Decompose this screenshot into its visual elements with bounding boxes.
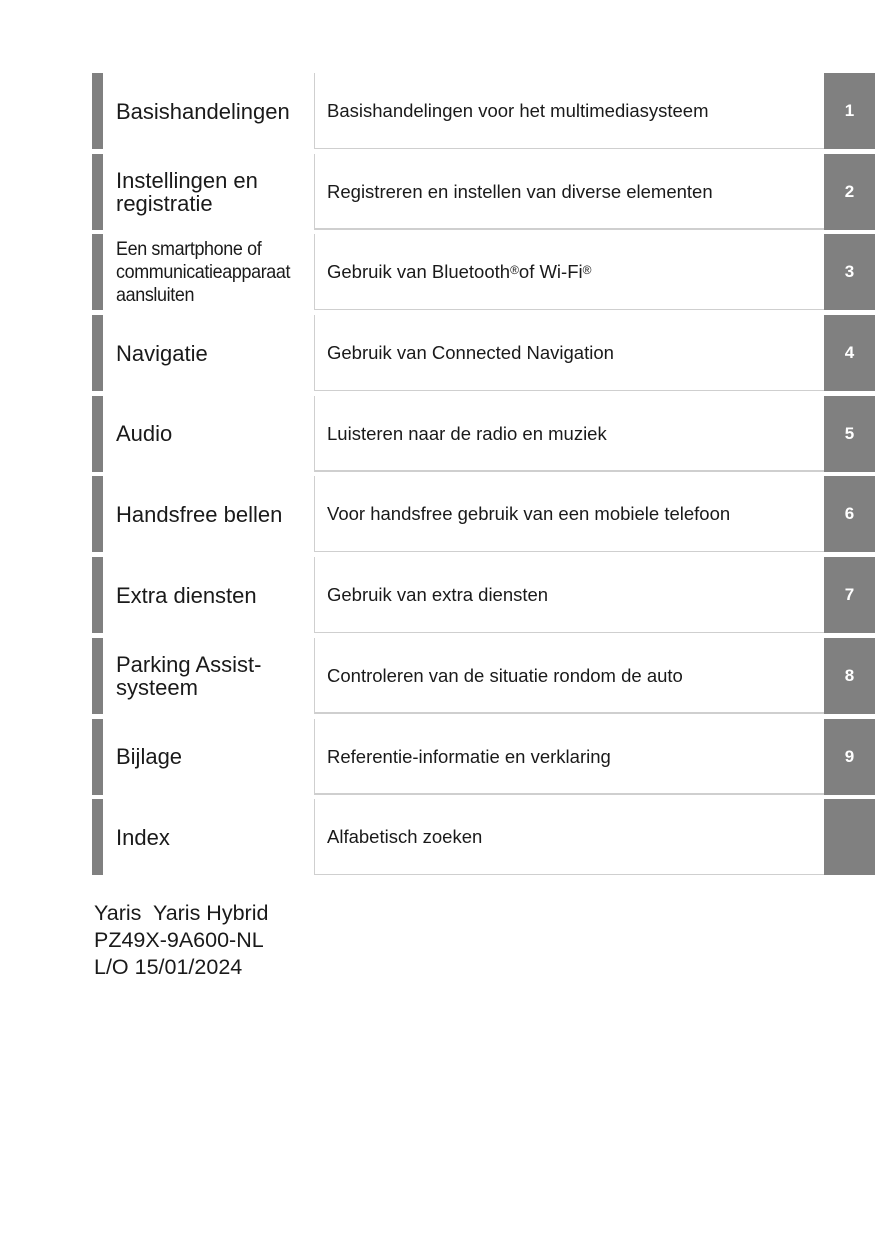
chapter-marker-bar bbox=[92, 396, 103, 472]
row-underline bbox=[314, 632, 824, 634]
toc-row-extra-diensten[interactable] bbox=[92, 557, 875, 633]
divider bbox=[314, 476, 315, 552]
chapter-tab[interactable]: 3 bbox=[824, 234, 875, 310]
chapter-description: Gebruik van Connected Navigation bbox=[327, 342, 614, 364]
chapter-marker-bar bbox=[92, 154, 103, 230]
chapter-tab[interactable]: 5 bbox=[824, 396, 875, 472]
chapter-tab[interactable]: 1 bbox=[824, 73, 875, 149]
row-underline bbox=[314, 309, 824, 311]
chapter-title: Handsfree bellen bbox=[116, 501, 283, 527]
chapter-title: Parking Assist-systeem bbox=[116, 651, 262, 700]
chapter-marker-bar bbox=[92, 315, 103, 391]
divider bbox=[314, 719, 315, 795]
chapter-marker-bar bbox=[92, 476, 103, 552]
row-underline bbox=[314, 551, 824, 553]
toc-row-instellingen[interactable] bbox=[92, 154, 875, 230]
toc-row-parking-assist[interactable] bbox=[92, 638, 875, 714]
chapter-marker-bar bbox=[92, 557, 103, 633]
divider bbox=[314, 638, 315, 714]
chapter-tab[interactable]: 7 bbox=[824, 557, 875, 633]
toc-row-basishandelingen[interactable] bbox=[92, 73, 875, 149]
chapter-tab[interactable] bbox=[824, 799, 875, 875]
chapter-description: Basishandelingen voor het multimediasysteem bbox=[327, 100, 709, 121]
divider bbox=[314, 557, 315, 633]
chapter-description: Voor handsfree gebruik van een mobiele telefoon bbox=[327, 503, 731, 525]
description-text: Gebruik van Bluetooth bbox=[327, 261, 511, 283]
document-date: L/O 15/01/2024 bbox=[94, 955, 243, 979]
row-underline bbox=[314, 712, 824, 714]
divider bbox=[314, 396, 315, 472]
row-underline bbox=[314, 390, 824, 392]
toc-row-bijlage[interactable] bbox=[92, 719, 875, 795]
chapter-title: Een smartphone of communicatieapparaat aansluiten bbox=[116, 237, 291, 306]
chapter-marker-bar bbox=[92, 638, 103, 714]
chapter-marker-bar bbox=[92, 234, 103, 310]
toc-row-handsfree[interactable] bbox=[92, 476, 875, 552]
chapter-title: Basishandelingen bbox=[116, 98, 290, 124]
divider bbox=[314, 799, 315, 875]
chapter-title: Index bbox=[116, 824, 170, 850]
chapter-description: Referentie-informatie en verklaring bbox=[327, 745, 611, 767]
divider bbox=[314, 154, 315, 230]
toc-row-index[interactable] bbox=[92, 799, 875, 875]
chapter-marker-bar bbox=[92, 73, 103, 149]
model-name: Yaris Yaris Hybrid bbox=[94, 901, 269, 925]
divider bbox=[314, 234, 315, 310]
description-text: of Wi-Fi bbox=[518, 261, 583, 283]
chapter-title: Extra diensten bbox=[116, 582, 257, 608]
divider bbox=[314, 73, 315, 149]
chapter-tab[interactable]: 2 bbox=[824, 154, 875, 230]
document-footer bbox=[94, 900, 268, 981]
table-of-contents bbox=[92, 73, 875, 880]
toc-row-smartphone[interactable] bbox=[92, 234, 875, 310]
row-underline bbox=[314, 793, 824, 795]
row-underline bbox=[314, 148, 824, 150]
toc-row-audio[interactable] bbox=[92, 396, 875, 472]
row-underline bbox=[314, 228, 824, 230]
chapter-tab[interactable]: 9 bbox=[824, 719, 875, 795]
toc-row-navigatie[interactable] bbox=[92, 315, 875, 391]
chapter-tab[interactable]: 4 bbox=[824, 315, 875, 391]
chapter-description: Gebruik van extra diensten bbox=[327, 584, 549, 606]
divider bbox=[314, 315, 315, 391]
chapter-description: Registreren en instellen van diverse elementen bbox=[327, 180, 713, 202]
chapter-description: Gebruik van Bluetooth ® of Wi-Fi ® bbox=[327, 261, 592, 283]
chapter-marker-bar bbox=[92, 799, 103, 875]
chapter-description: Alfabetisch zoeken bbox=[327, 826, 483, 848]
chapter-title: Navigatie bbox=[116, 340, 208, 366]
chapter-description: Luisteren naar de radio en muziek bbox=[327, 422, 607, 444]
chapter-tab[interactable]: 8 bbox=[824, 638, 875, 714]
row-underline bbox=[314, 874, 824, 876]
chapter-tab[interactable]: 6 bbox=[824, 476, 875, 552]
chapter-title: Audio bbox=[116, 421, 173, 447]
row-underline bbox=[314, 470, 824, 472]
chapter-marker-bar bbox=[92, 719, 103, 795]
chapter-description: Controleren van de situatie rondom de auto bbox=[327, 664, 683, 686]
chapter-title: Instellingen en registratie bbox=[116, 167, 258, 216]
chapter-title: Bijlage bbox=[116, 744, 183, 769]
document-code: PZ49X-9A600-NL bbox=[94, 928, 264, 952]
